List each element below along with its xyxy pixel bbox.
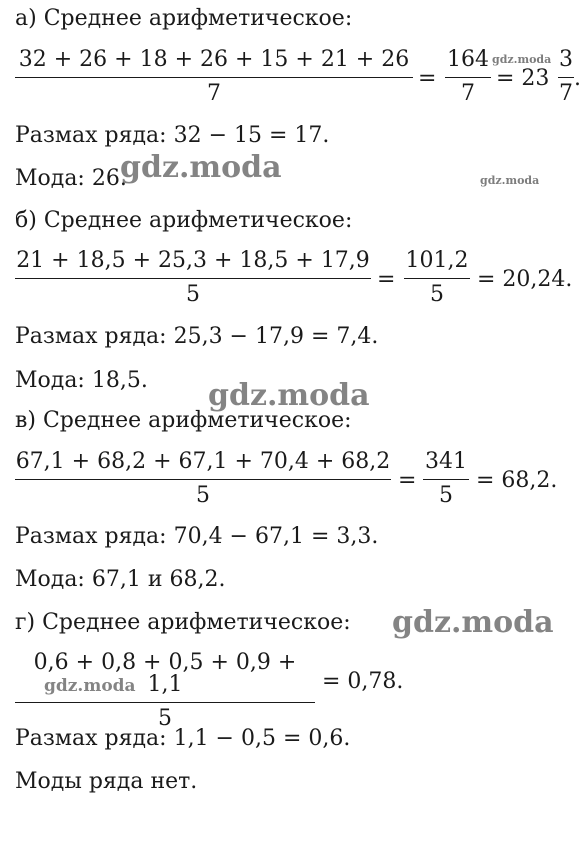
denominator-c2: 5: [439, 483, 453, 508]
denominator-c: 5: [196, 483, 210, 508]
denominator-b2: 5: [430, 282, 444, 307]
mode-a: Мода: 26.: [15, 166, 127, 191]
watermark: gdz.moda: [44, 676, 136, 696]
fraction-bar: [423, 479, 469, 480]
heading-a: а) Среднее арифметическое:: [15, 6, 353, 31]
mode-d: Моды ряда нет.: [15, 769, 198, 794]
numerator-d: 0,6 + 0,8 + 0,5 + 0,9 + 1,1: [33, 650, 297, 697]
watermark: gdz.moda: [392, 605, 554, 640]
mode-b: Мода: 18,5.: [15, 368, 148, 393]
result-d: = 0,78.: [322, 669, 404, 694]
watermark: gdz.moda: [480, 174, 540, 187]
fraction-c-main: [15, 451, 391, 507]
result-b: = 20,24.: [477, 267, 573, 292]
fraction-bar: [15, 77, 413, 78]
denominator-b: 5: [186, 282, 200, 307]
denominator-d: 5: [158, 706, 172, 731]
fraction-a-mixed: [558, 49, 574, 105]
watermark: gdz.moda: [492, 53, 552, 66]
heading-b: б) Среднее арифметическое:: [15, 208, 353, 233]
numerator-c2: 341: [425, 449, 467, 474]
range-a: Размах ряда: 32 − 15 = 17.: [15, 123, 330, 148]
range-b: Размах ряда: 25,3 − 17,9 = 7,4.: [15, 324, 379, 349]
result-a-whole: = 23: [496, 66, 550, 91]
range-c: Размах ряда: 70,4 − 67,1 = 3,3.: [15, 524, 379, 549]
mixed-denominator-a: 7: [559, 81, 573, 106]
fraction-a-second: [445, 49, 491, 105]
range-d: Размах ряда: 1,1 − 0,5 = 0,6.: [15, 726, 351, 751]
fraction-bar: [15, 702, 315, 703]
equals-sign: =: [398, 468, 417, 493]
heading-c: в) Среднее арифметическое:: [15, 408, 352, 433]
numerator-b2: 101,2: [405, 248, 469, 273]
denominator-a: 7: [207, 81, 221, 106]
numerator-c: 67,1 + 68,2 + 67,1 + 70,4 + 68,2: [15, 449, 391, 474]
watermark: gdz.moda: [208, 378, 370, 413]
mode-c: Мода: 67,1 и 68,2.: [15, 567, 226, 592]
equals-sign: =: [418, 66, 437, 91]
fraction-bar: [445, 77, 491, 78]
period-a: .: [574, 66, 581, 91]
fraction-bar: [15, 479, 391, 480]
fraction-b-second: [404, 250, 470, 306]
fraction-bar: [404, 278, 470, 279]
mixed-numerator-a: 3: [559, 47, 573, 72]
result-c: = 68,2.: [476, 468, 558, 493]
fraction-b-main: [15, 250, 371, 306]
denominator-a2: 7: [461, 81, 475, 106]
fraction-bar: [558, 77, 574, 78]
numerator-a: 32 + 26 + 18 + 26 + 15 + 21 + 26: [18, 47, 410, 72]
fraction-c-second: [423, 451, 469, 507]
fraction-bar: [15, 278, 371, 279]
numerator-b: 21 + 18,5 + 25,3 + 18,5 + 17,9: [16, 248, 370, 273]
numerator-a2: 164: [447, 47, 489, 72]
fraction-a-main: [15, 49, 413, 105]
watermark: gdz.moda: [120, 150, 282, 185]
equals-sign: =: [377, 267, 396, 292]
heading-d: г) Среднее арифметическое:: [15, 610, 351, 635]
